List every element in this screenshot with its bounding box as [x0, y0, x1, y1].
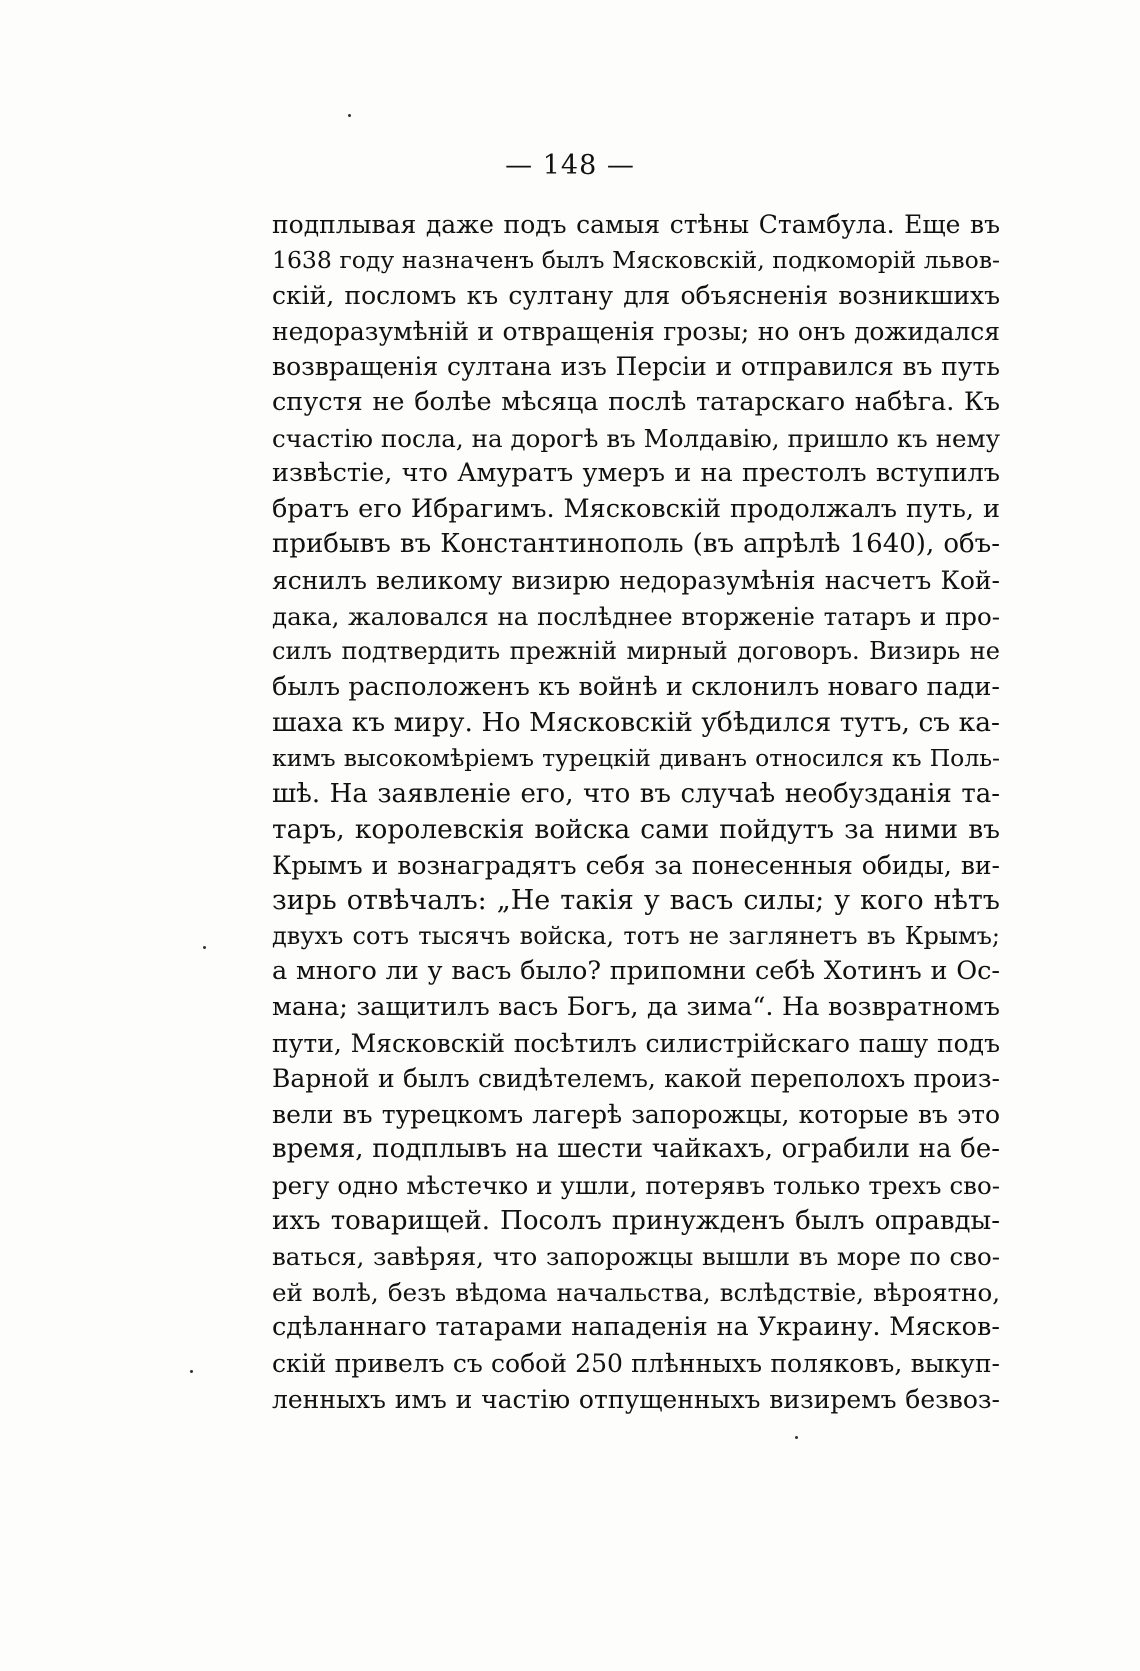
text-line: а много ли у васъ было? припомни себѣ Хотинъ и Ос-	[272, 956, 1000, 987]
text-line: прибывъ въ Константинополь (въ апрѣлѣ 1640), объ-	[272, 529, 1000, 560]
scan-speck	[348, 114, 351, 117]
text-line: шаха къ миру. Но Мясковскій убѣдился тутъ, съ ка-	[272, 707, 1000, 739]
text-line: кимъ высокомѣріемъ турецкій диванъ относился къ Поль-	[272, 743, 1000, 772]
text-line: 1638 году назначенъ былъ Мясковскій, подкоморій львов-	[272, 245, 1000, 274]
text-line: шѣ. На заявленіе его, что въ случаѣ необузданія та-	[272, 778, 1000, 809]
text-line: ленныхъ имъ и частію отпущенныхъ визиремъ безвоз-	[272, 1384, 1000, 1414]
text-line: силъ подтвердить прежній мирный договоръ. Визирь не	[272, 637, 1000, 666]
text-line: ей волѣ, безъ вѣдома начальства, вслѣдствіе, вѣроятно,	[272, 1277, 1000, 1307]
text-line: регу одно мѣстечко и ушли, потерявъ только трехъ сво-	[272, 1171, 1000, 1201]
text-line: яснилъ великому визирю недоразумѣнія насчетъ Кой-	[272, 565, 1000, 595]
text-line: извѣстіе, что Амуратъ умеръ и на престолъ вступилъ	[272, 458, 1000, 489]
text-line: зирь отвѣчалъ: „Не такія у васъ силы; у кого нѣтъ	[272, 885, 1000, 917]
scan-speck	[190, 1370, 193, 1373]
text-line: Варной и былъ свидѣтелемъ, какой переполохъ произ-	[272, 1064, 1000, 1094]
text-line: Крымъ и вознаградятъ себя за понесенныя обиды, ви-	[272, 850, 1000, 880]
text-line: счастію посла, на дорогѣ въ Молдавію, пришло къ нему	[272, 423, 1000, 453]
text-line: ихъ товарищей. Посолъ принужденъ былъ оправды-	[272, 1205, 1000, 1236]
text-line: двухъ сотъ тысячъ войска, тотъ не заглянетъ въ Крымъ;	[272, 921, 1000, 950]
text-line: мана; защитилъ васъ Богъ, да зима“. На возвратномъ	[272, 992, 1000, 1023]
page-number: — 148 —	[505, 150, 635, 181]
scan-speck	[203, 946, 206, 949]
text-line: спустя не болѣе мѣсяца послѣ татарскаго набѣга. Къ	[272, 386, 1000, 417]
text-line: недоразумѣній и отвращенія грозы; но онъ дожидался	[272, 316, 1000, 346]
text-line: скій привелъ съ собой 250 плѣнныхъ поляковъ, выкуп-	[272, 1349, 1000, 1378]
text-line: дака, жаловался на послѣднее вторженіе татаръ и про-	[272, 601, 1000, 631]
scan-speck	[795, 1436, 798, 1439]
text-line: таръ, королевскія войска сами пойдутъ за ними въ	[272, 814, 1000, 846]
text-line: пути, Мясковскій посѣтилъ силистрійскаго пашу подъ	[272, 1028, 1000, 1058]
text-line: возвращенія султана изъ Персіи и отправился въ путь	[272, 352, 1000, 382]
text-line: былъ расположенъ къ войнѣ и склонилъ новаго пади-	[272, 671, 1000, 702]
text-line: скій, посломъ къ султану для объясненія возникшихъ	[272, 281, 1000, 311]
body-text	[272, 207, 1000, 1417]
text-line: время, подплывъ на шести чайкахъ, ограбили на бе-	[272, 1134, 1000, 1165]
text-line: вели въ турецкомъ лагерѣ запорожцы, которые въ это	[272, 1099, 1000, 1129]
text-line: ваться, завѣряя, что запорожцы вышли въ море по сво-	[272, 1242, 1000, 1272]
text-line: сдѣланнаго татарами нападенія на Украину. Мясков-	[272, 1312, 1000, 1343]
text-line: подплывая даже подъ самыя стѣны Стамбула. Еще въ	[272, 210, 1000, 239]
text-line: братъ его Ибрагимъ. Мясковскій продолжалъ путь, и	[272, 493, 1000, 524]
